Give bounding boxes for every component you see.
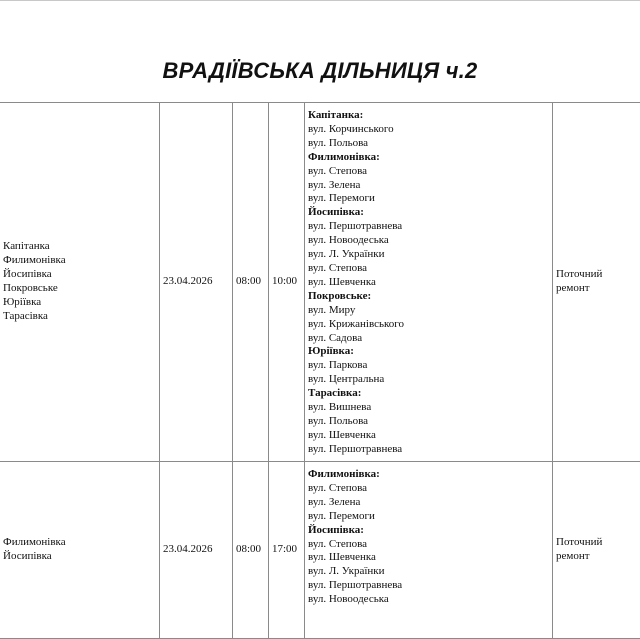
outage-schedule-table	[0, 102, 640, 639]
street-name: вул. Центральна	[308, 373, 550, 387]
date-cell: 23.04.2026	[160, 103, 233, 462]
street-name: вул. Степова	[308, 482, 550, 496]
top-divider	[0, 0, 640, 1]
village-name: Йосипівка	[3, 268, 157, 282]
time-from-cell: 08:00	[233, 462, 269, 639]
streets-cell	[305, 103, 553, 462]
time-from-cell: 08:00	[233, 103, 269, 462]
reason-text: ремонт	[556, 282, 640, 296]
street-name: вул. Паркова	[308, 359, 550, 373]
time-to-cell: 10:00	[269, 103, 305, 462]
reason-text: ремонт	[556, 550, 640, 564]
date-cell: 23.04.2026	[160, 462, 233, 639]
street-name: вул. Садова	[308, 332, 550, 346]
street-name: вул. Перемоги	[308, 192, 550, 206]
village-name: Тарасівка	[3, 310, 157, 324]
street-name: вул. Л. Українки	[308, 248, 550, 262]
street-name: вул. Шевченка	[308, 551, 550, 565]
document-title: ВРАДІЇВСЬКА ДІЛЬНИЦЯ ч.2	[0, 58, 640, 84]
street-name: вул. Першотравнева	[308, 579, 550, 593]
village-heading: Покровське:	[308, 290, 550, 304]
street-name: вул. Зелена	[308, 179, 550, 193]
village-heading: Йосипівка:	[308, 524, 550, 538]
village-name: Покровське	[3, 282, 157, 296]
street-name: вул. Вишнева	[308, 401, 550, 415]
street-name: вул. Шевченка	[308, 276, 550, 290]
village-name: Йосипівка	[3, 550, 157, 564]
village-name: Филимонівка	[3, 536, 157, 550]
street-name: вул. Степова	[308, 262, 550, 276]
time-to-cell: 17:00	[269, 462, 305, 639]
reason-cell	[553, 103, 640, 462]
street-name: вул. Миру	[308, 304, 550, 318]
village-heading: Капітанка:	[308, 109, 550, 123]
street-name: вул. Степова	[308, 538, 550, 552]
village-heading: Йосипівка:	[308, 206, 550, 220]
table-row	[0, 462, 640, 639]
street-name: вул. Крижанівського	[308, 318, 550, 332]
reason-cell	[553, 462, 640, 639]
street-name: вул. Першотравнева	[308, 443, 550, 457]
village-heading: Филимонівка:	[308, 151, 550, 165]
streets-cell	[305, 462, 553, 639]
street-name: вул. Л. Українки	[308, 565, 550, 579]
street-name: вул. Новоодеська	[308, 593, 550, 607]
village-heading: Юріївка:	[308, 345, 550, 359]
street-name: вул. Корчинського	[308, 123, 550, 137]
street-name: вул. Новоодеська	[308, 234, 550, 248]
village-name: Юріївка	[3, 296, 157, 310]
village-heading: Тарасівка:	[308, 387, 550, 401]
villages-cell	[0, 462, 160, 639]
street-name: вул. Першотравнева	[308, 220, 550, 234]
reason-text: Поточний	[556, 268, 640, 282]
villages-cell	[0, 103, 160, 462]
reason-text: Поточний	[556, 536, 640, 550]
street-name: вул. Степова	[308, 165, 550, 179]
street-name: вул. Зелена	[308, 496, 550, 510]
street-name: вул. Польова	[308, 415, 550, 429]
street-name: вул. Польова	[308, 137, 550, 151]
village-name: Капітанка	[3, 240, 157, 254]
street-name: вул. Шевченка	[308, 429, 550, 443]
village-heading: Филимонівка:	[308, 468, 550, 482]
village-name: Филимонівка	[3, 254, 157, 268]
table-row	[0, 103, 640, 462]
street-name: вул. Перемоги	[308, 510, 550, 524]
